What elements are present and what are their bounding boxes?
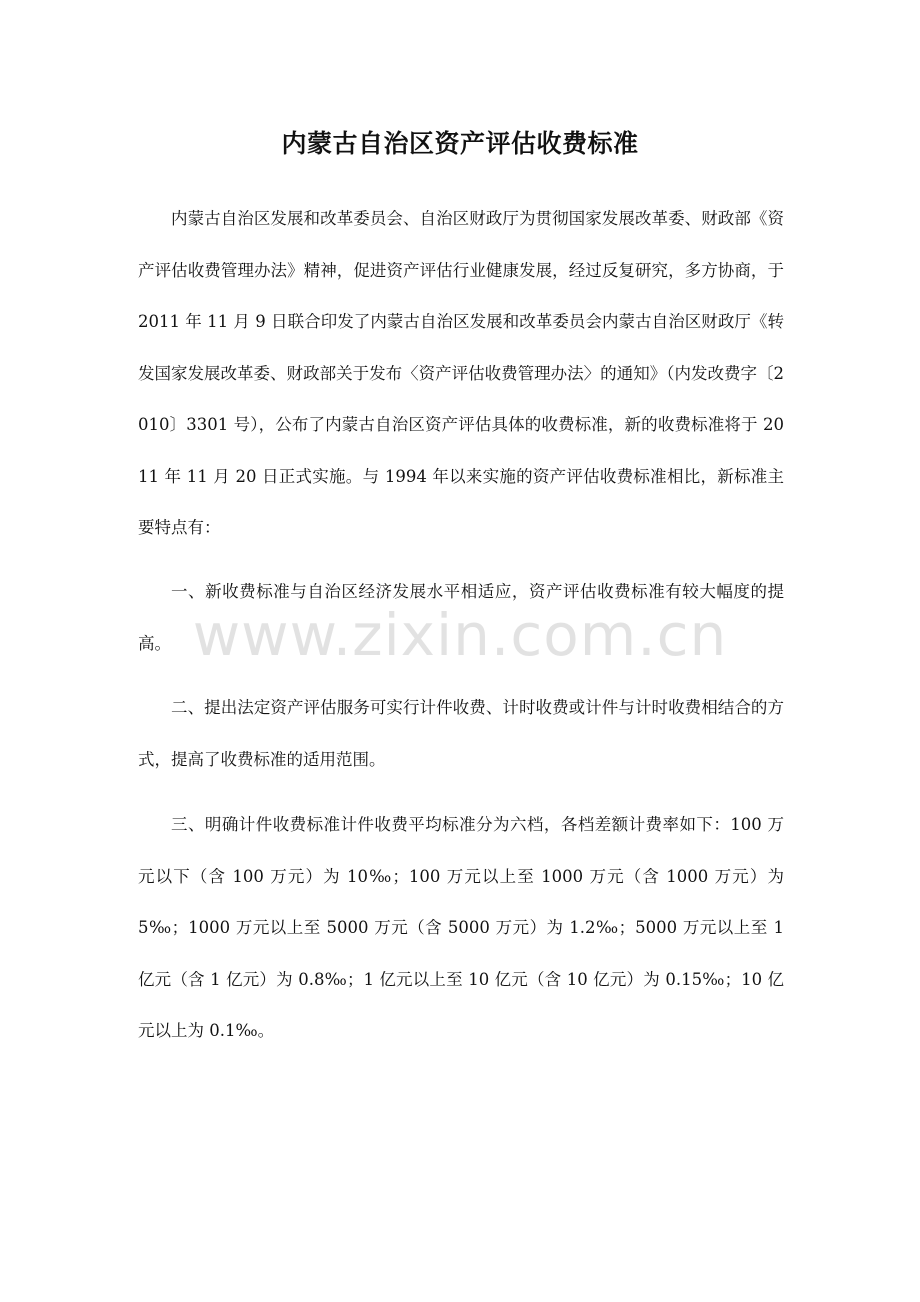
paragraph-intro: 内蒙古自治区发展和改革委员会、自治区财政厅为贯彻国家发展改革委、财政部《资产评估收费管理办法》精神，促进资产评估行业健康发展，经过反复研究，多方协商，于 2011 年 11 月 9 日联合印发了内蒙古自治区发展和改革委员会内蒙古自治区财政厅《转发国家发展改革委、财政部关于发布〈资产评估收费管理办法〉的通知》（内发改费字〔2010〕3301 号），公布了内蒙古自治区资产评估具体的收费标准，新的收费标准将于 2011 年 11 月 20 日正式实施。与 1994 年以来实施的资产评估收费标准相比，新标准主要特点有： <box>138 209 784 537</box>
watermark-text: www.zixin.com.cn <box>192 601 728 669</box>
paragraph-point-3: 三、明确计件收费标准计件收费平均标准分为六档，各档差额计费率如下：100 万元以下（含 100 万元）为 10‰；100 万元以上至 1000 万元（含 1000 万元）为 5‰；1000 万元以上至 5000 万元（含 5000 万元）为 1.2‰；5000 万元以上至 1 亿元（含 1 亿元）为 0.8‰；1 亿元以上至 10 亿元（含 10 亿元）为 0.15‰；10 亿元以上为 0.1‰。 <box>138 815 784 1040</box>
document-title: 内蒙古自治区资产评估收费标准 <box>281 129 639 158</box>
paragraph-point-2: 二、提出法定资产评估服务可实行计件收费、计时收费或计件与计时收费相结合的方式，提高了收费标准的适用范围。 <box>138 698 784 769</box>
paragraph-point-1: 一、新收费标准与自治区经济发展水平相适应，资产评估收费标准有较大幅度的提高。 <box>138 582 784 653</box>
